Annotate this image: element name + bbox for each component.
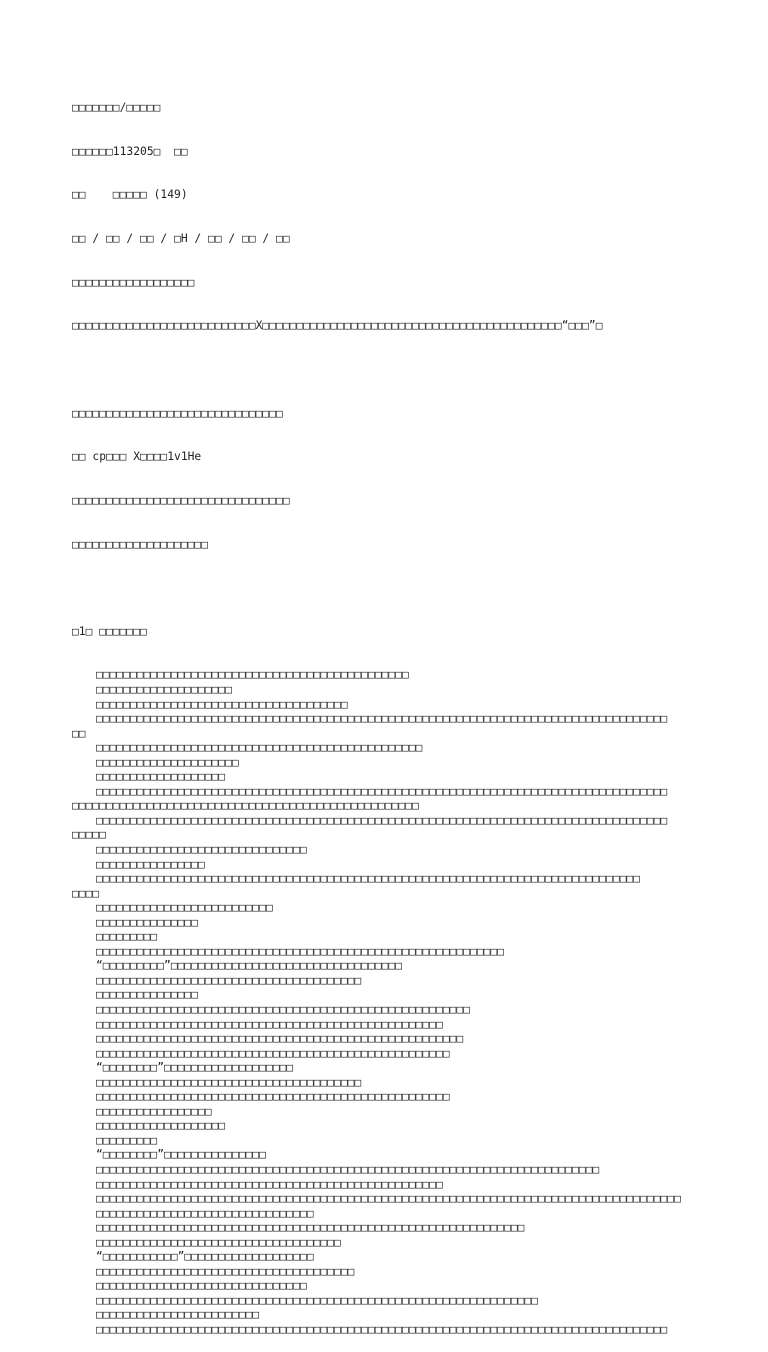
header-line: □□□□□□□□□□□□□□□□□□□□□□□□□□□X□□□□□□□□□□□□□□□□□□□□□□□□□□□□□□□□□□□□□□□□□□□□“□□□”□ [72,319,603,333]
body-line: □□□□□□□□□□□□□□□□□□□ [96,1119,226,1133]
body-line: □□□□ [72,886,100,900]
body-line: □□□□□□□□□□□□□□□ [96,988,199,1002]
body-line: □□□□□□□□□□□□□□□□□□□□ [96,682,233,696]
body-line: □□□□□□□□□□□□□□□□□□□□□ [96,755,239,769]
body-line: □□□□□□□□□□□□□□□□□□□□□□□□□□□□□□□□□□□□□ [96,697,348,711]
body-line: □□□□□□□□□□□□□□□□□□□□□□□□□□□□□□□ [96,1279,307,1293]
meta-line: □□ cp□□□ X□□□□1v1He [72,450,202,464]
body-line: □□□□□□□□□ [96,1133,158,1147]
body-line: □□□□□□□□□□□□□□□□□□□□□□□□□□□□□□□□□□□□□□□□□□□□□□□□□□□□□□□□□□□□□□□□□□□□□□□□□□□□□□□□□□□□ [96,784,668,798]
body-line: “□□□□□□□□”□□□□□□□□□□□□□□□□□□□ [96,1061,294,1075]
body-line: □□□□□□□□□□□□□□□□□□□□□□□□ [96,1308,260,1322]
body-line: □□□□□□□□□□□□□□□□□□□□□□□□□□□□□□□□□□□□□□□□□□□□□□□□□□□□□□□□□□□□□□□□□ [96,1293,539,1307]
body-text [72,668,712,1337]
body-line: □□□□□□□□□□□□□□□□□□□□□□□□□□ [96,901,273,915]
body-line: □□□□□□□□□□□□□□□□□□□□□□□□□□□□□□□□□□□□□□□□□□□□□□□□□□□□□□□□□□□□ [96,944,505,958]
body-line: □□□□□□□□□□□□□□□□□□□□□□□□□□□□□□□□ [96,1206,314,1220]
body-line: □□□□□□□□□□□□□□□ [96,915,199,929]
meta-line: □□□□□□□□□□□□□□□□□□□□□□□□□□□□□□□□ [72,493,290,507]
body-line: □□□□□□□□□□□□□□□□□□□ [96,770,226,784]
body-line: □□ [72,726,86,740]
body-line: □□□□□□□□□□□□□□□□□□□□□□□□□□□□□□□□□□□□□□□□□□□□□□□□ [96,741,423,755]
document-page [72,72,712,1352]
body-line: □□□□□□□□□□□□□□□□□□□□□□□□□□□□□□□ [96,842,307,856]
body-line: □□□□□□□□□□□□□□□□□□□□□□□□□□□□□□□□□□□□□□□□□□□□□□□□□□□□□□□□□□□□□□□□□□□□□□□□□□ [96,1163,600,1177]
body-line: □□□□□□□□□□□□□□□□□ [96,1104,212,1118]
breadcrumb: □□ / □□ / □□ / □H / □□ / □□ / □□ [72,232,290,246]
body-line: □□□□□□□□□□□□□□□□□□□□□□□□□□□□□□□□□□□□□□□□□□□□□□□□□□□ [96,1017,443,1031]
header-line: □□□□□□□/□□□□□ [72,101,161,115]
body-line: □□□□□□□□□□□□□□□□□□□□□□□□□□□□□□□□□□□□□□□□□□□□□□□□□□□□ [96,1046,450,1060]
body-line: □□□□□□□□□□□□□□□□□□□□□□□□□□□□□□□□□□□□□□□□□□□□□□□□□□□□ [96,1090,450,1104]
body-line: “□□□□□□□□”□□□□□□□□□□□□□□□ [96,1148,267,1162]
body-line: □□□□□□□□□□□□□□□□□□□□□□□□□□□□□□□□□□□□□□□□□□□□□□□□□□□□□□□□□□□□□□□□□□□□□□□□□□□□□□□□□□□□ [96,813,668,827]
body-line: □□□□□□□□□□□□□□□□□□□□□□□□□□□□□□□□□□□□□□□□□□□□□□□□□□□□□□□□□□□□□□□□□□□□□□□□□□□□□□□□ [96,872,641,886]
body-line: □□□□□□□□□□□□□□□□□□□□□□□□□□□□□□□□□□□□□□□□□□□□□□□□□□□ [96,1177,443,1191]
body-line: □□□□□□□□□□□□□□□□□□□□□□□□□□□□□□□□□□□□□□□ [96,1075,362,1089]
meta-line: □□□□□□□□□□□□□□□□□□□□ [72,537,209,551]
body-line: □□□□□□□□□□□□□□□□□□□□□□□□□□□□□□□□□□□□□□□□□□□□□□□□□□□□□□ [96,1032,464,1046]
body-line: □□□□□□□□□□□□□□□□□□□□□□□□□□□□□□□□□□□□ [96,1235,341,1249]
body-line: □□□□□□□□□ [96,930,158,944]
body-line: □□□□□□□□□□□□□□□□□□□□□□□□□□□□□□□□□□□□□□□□□□□□□□□□□□□□□□□□□□□□□□□□□□□□□□□□□□□□□□□□□□□□□□ [96,1192,681,1206]
body-line: □□□□□ [72,828,107,842]
body-line: □□□□□□□□□□□□□□□□□□□□□□□□□□□□□□□□□□□□□□□□□□□□□□□□□□□ [72,799,419,813]
meta-line: □□□□□□□□□□□□□□□□□□□□□□□□□□□□□□□ [72,406,283,420]
body-line: “□□□□□□□□□□□”□□□□□□□□□□□□□□□□□□□ [96,1250,314,1264]
section-heading: □1□ □□□□□□□ [72,624,147,638]
body-line: □□□□□□□□□□□□□□□□□□□□□□□□□□□□□□□□□□□□□□□□□□□□□□□□□□□□□□□□□□□□□□□□□□□□□□□□□□□□□□□□□□□□ [96,1323,668,1337]
body-line: □□□□□□□□□□□□□□□□□□□□□□□□□□□□□□□□□□□□□□□□□□□□□□□□□□□□□□□ [96,1003,471,1016]
header-line: □□□□□□□□□□□□□□□□□□ [72,275,195,289]
body-line: □□□□□□□□□□□□□□□□□□□□□□□□□□□□□□□□□□□□□□ [96,1264,355,1278]
header-line: □□ □□□□□ (149) [72,188,188,202]
blank-line [72,581,712,596]
body-line: □□□□□□□□□□□□□□□□□□□□□□□□□□□□□□□□□□□□□□□□□□□□□□□□□□□□□□□□□□□□□□□□□□□□□□□□□□□□□□□□□□□□ [96,712,668,726]
body-line: □□□□□□□□□□□□□□□□□□□□□□□□□□□□□□□□□□□□□□□ [96,973,362,987]
body-line: □□□□□□□□□□□□□□□□□□□□□□□□□□□□□□□□□□□□□□□□□□□□□□ [96,668,409,682]
blank-line [72,363,712,378]
body-line: □□□□□□□□□□□□□□□□ [96,857,205,871]
body-line: □□□□□□□□□□□□□□□□□□□□□□□□□□□□□□□□□□□□□□□□□□□□□□□□□□□□□□□□□□□□□□□ [96,1221,525,1235]
body-line: “□□□□□□□□□”□□□□□□□□□□□□□□□□□□□□□□□□□□□□□□□□□□ [96,959,403,973]
header-line: □□□□□□113205□ □□ [72,144,188,158]
